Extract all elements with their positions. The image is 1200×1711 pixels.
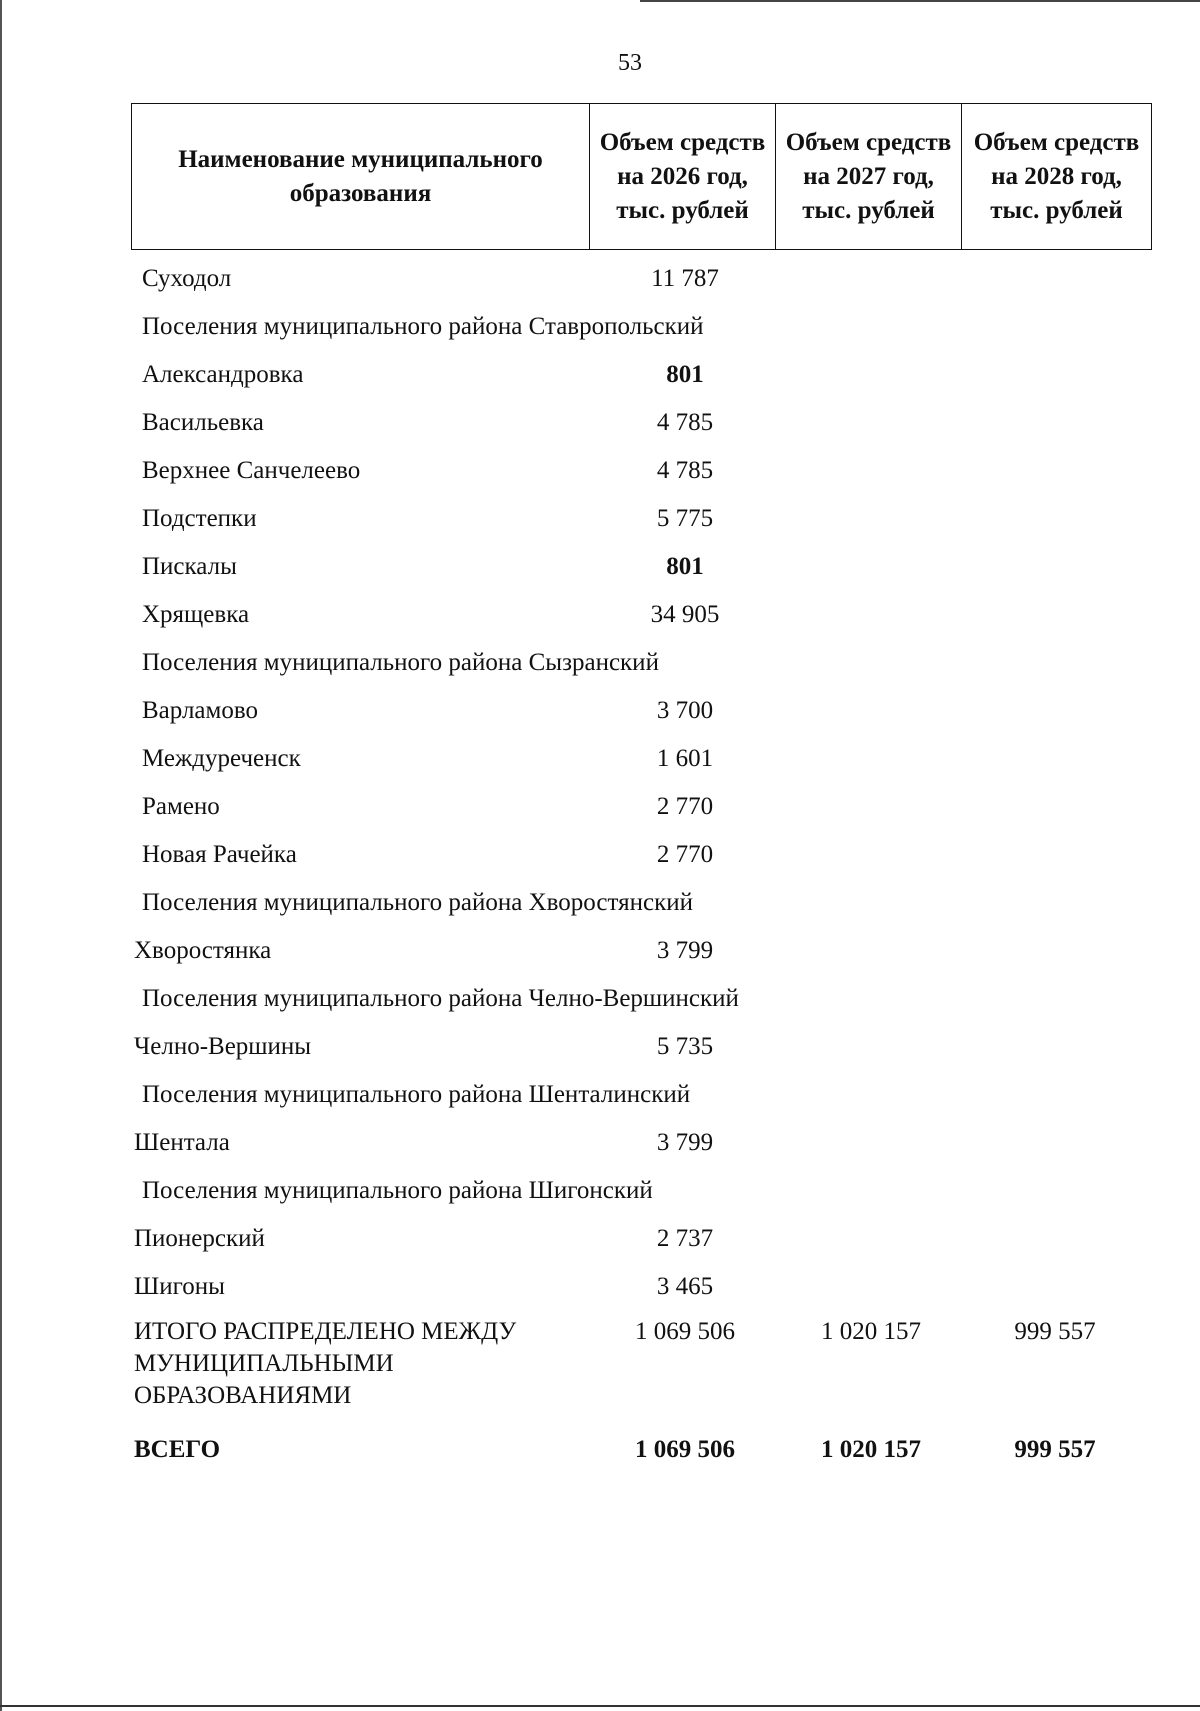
grand-total-2027: 1 020 157 [821,1436,921,1463]
value-2026: 2 770 [656,841,714,868]
municipality-name: Рамено [142,793,220,820]
table-row [0,351,1200,399]
municipality-name: Челно-Вершины [134,1033,312,1060]
municipality-name: Суходол [142,265,232,292]
municipality-name: Варламово [142,697,258,724]
group-heading-row [0,975,1200,1023]
value-2026: 801 [666,361,704,388]
value-2026: 11 787 [651,265,719,292]
value-2026: 3 799 [656,1129,714,1156]
table-row [0,783,1200,831]
group-heading-row [0,639,1200,687]
grand-total-2028: 999 557 [1014,1436,1096,1463]
total-distributed-row [0,1316,1200,1416]
table-row [0,591,1200,639]
municipality-name: Хрящевка [142,601,250,628]
group-heading: Поселения муниципального района Хворостянский [142,889,694,916]
municipality-name: Шигоны [134,1273,225,1300]
table-header [131,103,1152,250]
header-2026-column: Объем средств на 2026 год, тыс. рублей [590,104,776,250]
group-heading: Поселения муниципального района Шенталинский [142,1081,691,1108]
municipality-name: Верхнее Санчелеево [142,457,361,484]
total-distributed-2026: 1 069 506 [635,1318,735,1345]
total-distributed-2028: 999 557 [1014,1318,1096,1345]
value-2026: 1 601 [656,745,714,772]
municipality-name: Пискалы [142,553,237,580]
table-row [0,447,1200,495]
value-2026: 5 735 [656,1033,714,1060]
municipality-name: Хворостянка [134,937,272,964]
table-row [0,399,1200,447]
table-body [0,255,1200,1311]
value-2026: 4 785 [656,457,714,484]
grand-total-row [0,1430,1200,1470]
value-2026: 801 [666,553,704,580]
table-row [0,735,1200,783]
header-name-column: Наименование муниципального образования [132,104,590,250]
group-heading: Поселения муниципального района Ставропольский [142,313,704,340]
table-row [0,927,1200,975]
group-heading-row [0,303,1200,351]
value-2026: 2 770 [656,793,714,820]
value-2026: 34 905 [650,601,720,628]
group-heading-row [0,1071,1200,1119]
group-heading-row [0,1167,1200,1215]
table-row [0,495,1200,543]
scan-edge-bottom [0,1705,1200,1707]
value-2026: 2 737 [656,1225,714,1252]
value-2026: 5 775 [656,505,714,532]
table-row [0,687,1200,735]
group-heading: Поселения муниципального района Челно-Вершинский [142,985,739,1012]
municipality-name: Шентала [134,1129,230,1156]
table-row [0,543,1200,591]
value-2026: 4 785 [656,409,714,436]
value-2026: 3 465 [656,1273,714,1300]
grand-total-label: ВСЕГО [134,1436,221,1463]
group-heading: Поселения муниципального района Сызранский [142,649,659,676]
municipality-name: Новая Рачейка [142,841,297,868]
grand-total-2026: 1 069 506 [635,1436,735,1463]
municipality-name: Пионерский [134,1225,265,1252]
header-2028-column: Объем средств на 2028 год, тыс. рублей [962,104,1152,250]
value-2026: 3 700 [656,697,714,724]
header-2027-column: Объем средств на 2027 год, тыс. рублей [776,104,962,250]
table-row [0,1119,1200,1167]
value-2026: 3 799 [656,937,714,964]
table-row [0,255,1200,303]
page-number: 53 [618,50,642,76]
group-heading-row [0,879,1200,927]
municipality-name: Подстепки [142,505,257,532]
table-row [0,831,1200,879]
municipality-name: Междуреченск [142,745,301,772]
total-distributed-2027: 1 020 157 [821,1318,921,1345]
group-heading: Поселения муниципального района Шигонский [142,1177,653,1204]
table-row [0,1263,1200,1311]
municipality-name: Васильевка [142,409,264,436]
table-row [0,1215,1200,1263]
municipality-name: Александровка [142,361,304,388]
total-distributed-label: ИТОГО РАСПРЕДЕЛЕНО МЕЖДУ МУНИЦИПАЛЬНЫМИ ОБРАЗОВАНИЯМИ [134,1318,517,1409]
table-row [0,1023,1200,1071]
scan-edge-top [640,0,1200,2]
